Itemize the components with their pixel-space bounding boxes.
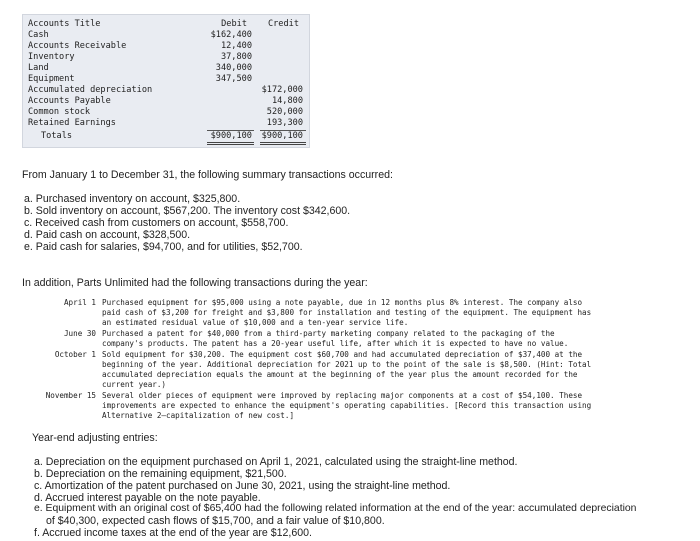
credit-value: 520,000 [266,107,303,117]
transaction-date: June 30 [63,329,96,338]
transaction-line [22,350,687,360]
adjusting-item-continuation: of $40,300, expected cash flows of $15,700, and a fair value of $10,800. [46,515,385,527]
summary-item: a. Purchased inventory on account, $325,800. [24,193,241,205]
adjusting-item: b. Depreciation on the remaining equipment, $21,500. [34,468,287,480]
debit-value: 340,000 [215,63,252,73]
adjusting-item: f. Accrued income taxes at the end of the year are $12,600. [34,527,312,539]
credit-value: $172,000 [261,85,303,95]
transaction-line [22,318,687,328]
transaction-text: company's products. The patent has a 20-year useful life, after which it is expected to have no value. [102,339,569,348]
credit-double-underline [260,142,306,145]
adjusting-item: e. Equipment with an original cost of $65,400 had the following related information at the end of the year: accumulated depreciation [34,503,637,514]
adjusting-item: a. Depreciation on the equipment purchased on April 1, 2021, calculated using the straight-line method. [34,456,518,468]
trial-balance-table [22,14,310,148]
transaction-text: Sold equipment for $30,200. The equipment cost $60,700 and had accumulated depreciation of $37,400 at the [102,350,583,359]
transaction-line [22,298,687,308]
transaction-date: April 1 [63,298,96,307]
transaction-text: current year.) [102,380,167,389]
header-credit: Credit [267,19,299,29]
adjusting-item: c. Amortization of the patent purchased on June 30, 2021, using the straight-line method. [34,480,451,492]
table-row [23,107,309,118]
transaction-line [22,411,687,421]
debit-value: 37,800 [220,52,252,62]
transaction-line [22,401,687,411]
transaction-text: Purchased equipment for $95,000 using a note payable, due in 12 months plus 8% interest. The company also [102,298,583,307]
account-name: Equipment [28,74,75,84]
header-debit: Debit [221,19,247,29]
account-name: Accounts Receivable [28,41,127,51]
account-name: Common stock [28,107,91,117]
transaction-line [22,370,687,380]
debit-value: $162,400 [210,30,252,40]
transaction-text: Several older pieces of equipment were improved by replacing major components at a cost of $54,100. These [102,391,583,400]
table-row [23,118,309,129]
debit-value: 347,500 [215,74,252,84]
header-account: Accounts Title [28,19,101,29]
transaction-text: paid cash of $3,200 for freight and $3,800 for installation and testing of the equipment. The equipment has [102,308,592,317]
table-row [23,74,309,85]
summary-item: c. Received cash from customers on account, $558,700. [24,217,289,229]
transaction-text: Alternative 2—capitalization of new cost.] [102,411,295,420]
transaction-line [22,339,687,349]
summary-intro: From January 1 to December 31, the following summary transactions occurred: [22,169,393,181]
table-header-row [23,19,309,30]
transaction-line [22,308,687,318]
transaction-line [22,329,687,339]
transaction-date: November 15 [45,391,96,400]
transaction-text: beginning of the year. Additional depreciation for 2021 up to the point of the sale is $8,500. (Hint: Total [102,360,592,369]
account-name: Accumulated depreciation [28,85,153,95]
transaction-line [22,360,687,370]
additional-intro: In addition, Parts Unlimited had the following transactions during the year: [22,277,368,289]
totals-credit: $900,100 [261,131,303,141]
account-name: Cash [28,30,49,40]
adjusting-intro: Year-end adjusting entries: [32,432,158,444]
transaction-date: October 1 [54,350,96,359]
account-name: Land [28,63,49,73]
debit-double-underline [207,142,254,145]
summary-item: b. Sold inventory on account, $567,200. The inventory cost $342,600. [24,205,351,217]
table-row [23,30,309,41]
transaction-text: accumulated depreciation equals the amount at the beginning of the year plus the amount recorded for the [102,370,578,379]
transaction-line [22,380,687,390]
summary-item: d. Paid cash on account, $328,500. [24,229,191,241]
transaction-text: an estimated residual value of $10,000 and a ten-year service life. [102,318,409,327]
table-row [23,41,309,52]
adjusting-item: d. Accrued interest payable on the note payable. [34,492,261,504]
debit-value: 12,400 [220,41,252,51]
account-name: Inventory [28,52,75,62]
table-row [23,52,309,63]
totals-label: Totals [41,131,73,141]
table-row [23,85,309,96]
transaction-text: improvements are expected to enhance the equipment's operating capabilities. [Record this transaction using [102,401,592,410]
credit-value: 14,800 [271,96,303,106]
credit-value: 193,300 [266,118,303,128]
totals-row [23,131,309,142]
transaction-text: Purchased a patent for $40,000 from a third-party marketing company related to the packaging of the [102,329,555,338]
summary-item: e. Paid cash for salaries, $94,700, and for utilities, $52,700. [24,241,303,253]
account-name: Accounts Payable [28,96,111,106]
totals-debit: $900,100 [210,131,252,141]
table-row [23,96,309,107]
account-name: Retained Earnings [28,118,116,128]
table-row [23,63,309,74]
transaction-line [22,391,687,401]
